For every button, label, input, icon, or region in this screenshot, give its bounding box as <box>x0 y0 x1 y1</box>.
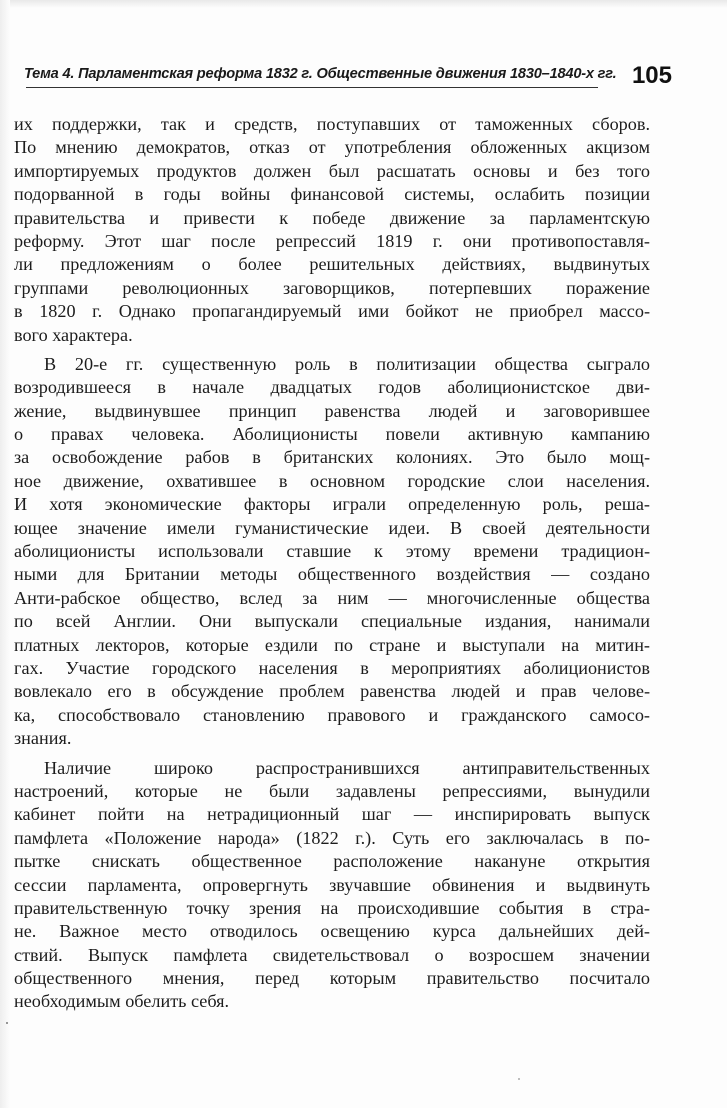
text-line: общественного мнения, перед которым правительство посчитало <box>14 968 650 989</box>
text-line: ка, способствовало становлению правового и гражданского самосо- <box>14 704 650 725</box>
scan-speck <box>6 1022 8 1024</box>
text-line: правительства и привести к победе движение за парламентскую <box>14 207 650 228</box>
text-line: реформу. Этот шаг после репрессий 1819 г. они противопоставля- <box>14 230 650 251</box>
text-line: настроений, которые не были задавлены репрессиями, вынудили <box>14 780 650 801</box>
text-line: группами революционных заговорщиков, потерпевших поражение <box>14 277 650 298</box>
text-line: Наличие широко распространившихся антиправительственных <box>44 757 650 778</box>
paragraph <box>14 757 650 1014</box>
text-line: возродившееся в начале двадцатых годов аболиционистское дви- <box>14 377 650 398</box>
text-line: пытке снискать общественное расположение накануне открытия <box>14 851 650 872</box>
text-line: кабинет пойти на нетрадиционный шаг — инспирировать выпуск <box>14 804 650 825</box>
paragraph <box>14 353 650 751</box>
text-line: подорванной в годы войны финансовой системы, ослабить позиции <box>14 184 650 205</box>
text-line: о правах человека. Аболиционисты повели активную кампанию <box>14 424 650 445</box>
text-line: аболиционисты использовали ставшие к этому времени традицион- <box>14 541 650 562</box>
text-line: необходимым обелить себя. <box>14 991 230 1012</box>
text-line: вого характера. <box>14 324 133 345</box>
text-line: знания. <box>14 728 72 749</box>
text-line: их поддержки, так и средств, поступавших от таможенных сборов. <box>14 114 650 134</box>
text-line: И хотя экономические факторы играли определенную роль, реша- <box>14 494 650 515</box>
running-head-rule <box>26 87 598 88</box>
text-line: правительственную точку зрения на происходившие события в стра- <box>14 897 650 918</box>
text-line: ющее значение имели гуманистические идеи. В своей деятельности <box>14 517 650 538</box>
scan-speck <box>518 1078 520 1080</box>
text-line: жение, выдвинувшее принцип равенства людей и заговорившее <box>14 400 650 421</box>
text-line: ствий. Выпуск памфлета свидетельствовал о возросшем значении <box>14 944 650 965</box>
paragraph <box>14 113 650 347</box>
text-line: платных лекторов, которые ездили по стране и выступали на митин- <box>14 634 650 655</box>
text-line: за освобождение рабов в британских колониях. Это было мощ- <box>14 447 650 468</box>
binding-shadow <box>0 0 10 1108</box>
text-line: импортируемых продуктов должен был расшатать основы и без того <box>14 160 650 181</box>
text-line: вовлекало его в обсуждение проблем равенства людей и прав челове- <box>14 681 650 702</box>
text-line: по всей Англии. Они выпускали специальные издания, нанимали <box>14 611 650 632</box>
page-number: 105 <box>631 62 672 89</box>
text-line: не. Важное место отводилось освещению курса дальнейших дей- <box>14 921 650 942</box>
text-line: По мнению демократов, отказ от употребления обложенных акцизом <box>14 137 650 158</box>
text-line: ными для Британии методы общественного воздействия — создано <box>14 564 650 585</box>
running-head <box>24 62 674 98</box>
text-line: Анти-рабское общество, вслед за ним — многочисленные общества <box>14 587 650 608</box>
text-line: сессии парламента, опровергнуть звучавшие обвинения и выдвинуть <box>14 874 650 895</box>
text-line: ли предложениям о более решительных действиях, выдвинутых <box>14 254 650 275</box>
text-line: гах. Участие городского населения в мероприятиях аболиционистов <box>14 657 650 678</box>
text-line: В 20-е гг. существенную роль в политизации общества сыграло <box>44 353 650 374</box>
text-line: памфлета «Положение народа» (1822 г.). Суть его заключалась в по- <box>14 827 650 848</box>
page-top-shadow <box>0 0 727 8</box>
text-line: в 1820 г. Однако пропагандируемый ими бойкот не приобрел массо- <box>14 301 650 322</box>
running-head-title: Тема 4. Парламентская реформа 1832 г. Общественные движения 1830–1840-х гг. <box>24 66 617 82</box>
body-text <box>14 113 650 1014</box>
text-line: ное движение, охватившее в основном городские слои населения. <box>14 470 650 491</box>
